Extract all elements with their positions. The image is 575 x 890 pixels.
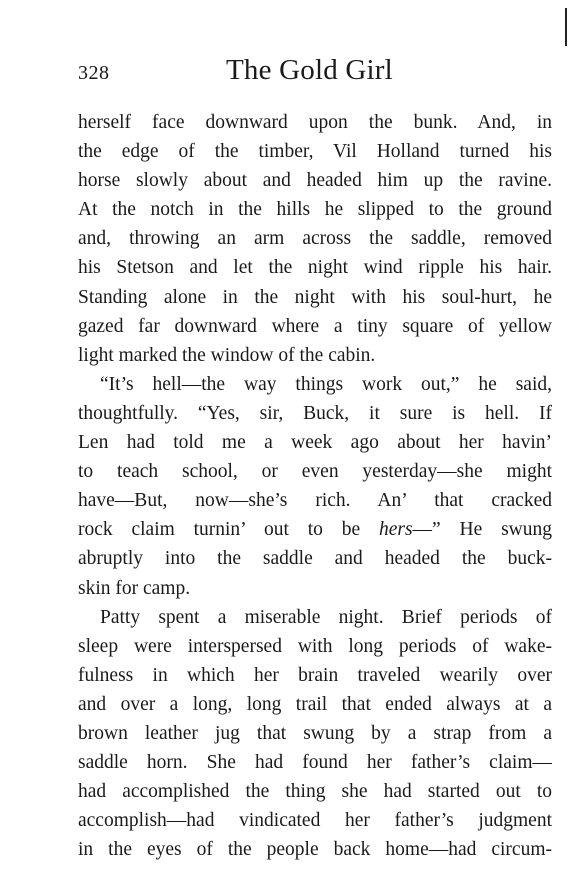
text-line: fulness in which her brain traveled wearily over — [78, 664, 552, 686]
text-line: thoughtfully. “Yes, sir, Buck, it sure is hell. If — [78, 402, 552, 424]
text-line: to teach school, or even yesterday—she might — [78, 461, 552, 483]
text-line: “It’s hell—the way things work out,” he said, — [100, 373, 552, 395]
text-line: At the notch in the hills he slipped to the ground — [78, 199, 552, 221]
text-line: light marked the window of the cabin. — [78, 344, 376, 366]
text-line: have—But, now—she’s rich. An’ that cracked — [78, 490, 552, 512]
text-line: brown leather jug that swung by a strap from a — [78, 722, 552, 744]
text-line: in the eyes of the people back home—had circum- — [78, 839, 552, 861]
text-line: and over a long, long trail that ended always at a — [78, 693, 552, 715]
text-line: the edge of the timber, Vil Holland turned his — [78, 141, 552, 163]
text-line: saddle horn. She had found her father’s claim— — [78, 752, 552, 774]
text-line: and, throwing an arm across the saddle, removed — [78, 228, 552, 250]
text-line: Standing alone in the night with his soul-hurt, he — [78, 286, 552, 308]
page-header — [78, 52, 548, 92]
text-segment: rock claim turnin’ out to be — [78, 519, 379, 541]
text-line — [78, 515, 552, 544]
scan-edge-mark — [565, 8, 567, 46]
text-line: herself face downward upon the bunk. And, in — [78, 112, 552, 133]
text-line: Patty spent a miserable night. Brief periods of — [100, 606, 552, 628]
body-text — [78, 108, 552, 864]
text-line: skin for camp. — [78, 577, 191, 599]
text-line: his Stetson and let the night wind ripple his hair. — [78, 257, 552, 279]
page-number: 328 — [78, 62, 110, 84]
text-line: accomplish—had vindicated her father’s judgment — [78, 810, 552, 832]
text-line: Len had told me a week ago about her havin’ — [78, 432, 552, 454]
text-line: had accomplished the thing she had started out to — [78, 781, 552, 803]
emphasized-word: hers — [378, 519, 413, 541]
text-line: sleep were interspersed with long periods of wake- — [78, 635, 552, 657]
text-line: abruptly into the saddle and headed the buck- — [78, 548, 552, 570]
text-segment: —” He swung — [412, 519, 552, 541]
running-title: The Gold Girl — [226, 54, 393, 86]
text-line: horse slowly about and headed him up the ravine. — [78, 170, 552, 192]
text-line: gazed far downward where a tiny square of yellow — [78, 315, 552, 337]
